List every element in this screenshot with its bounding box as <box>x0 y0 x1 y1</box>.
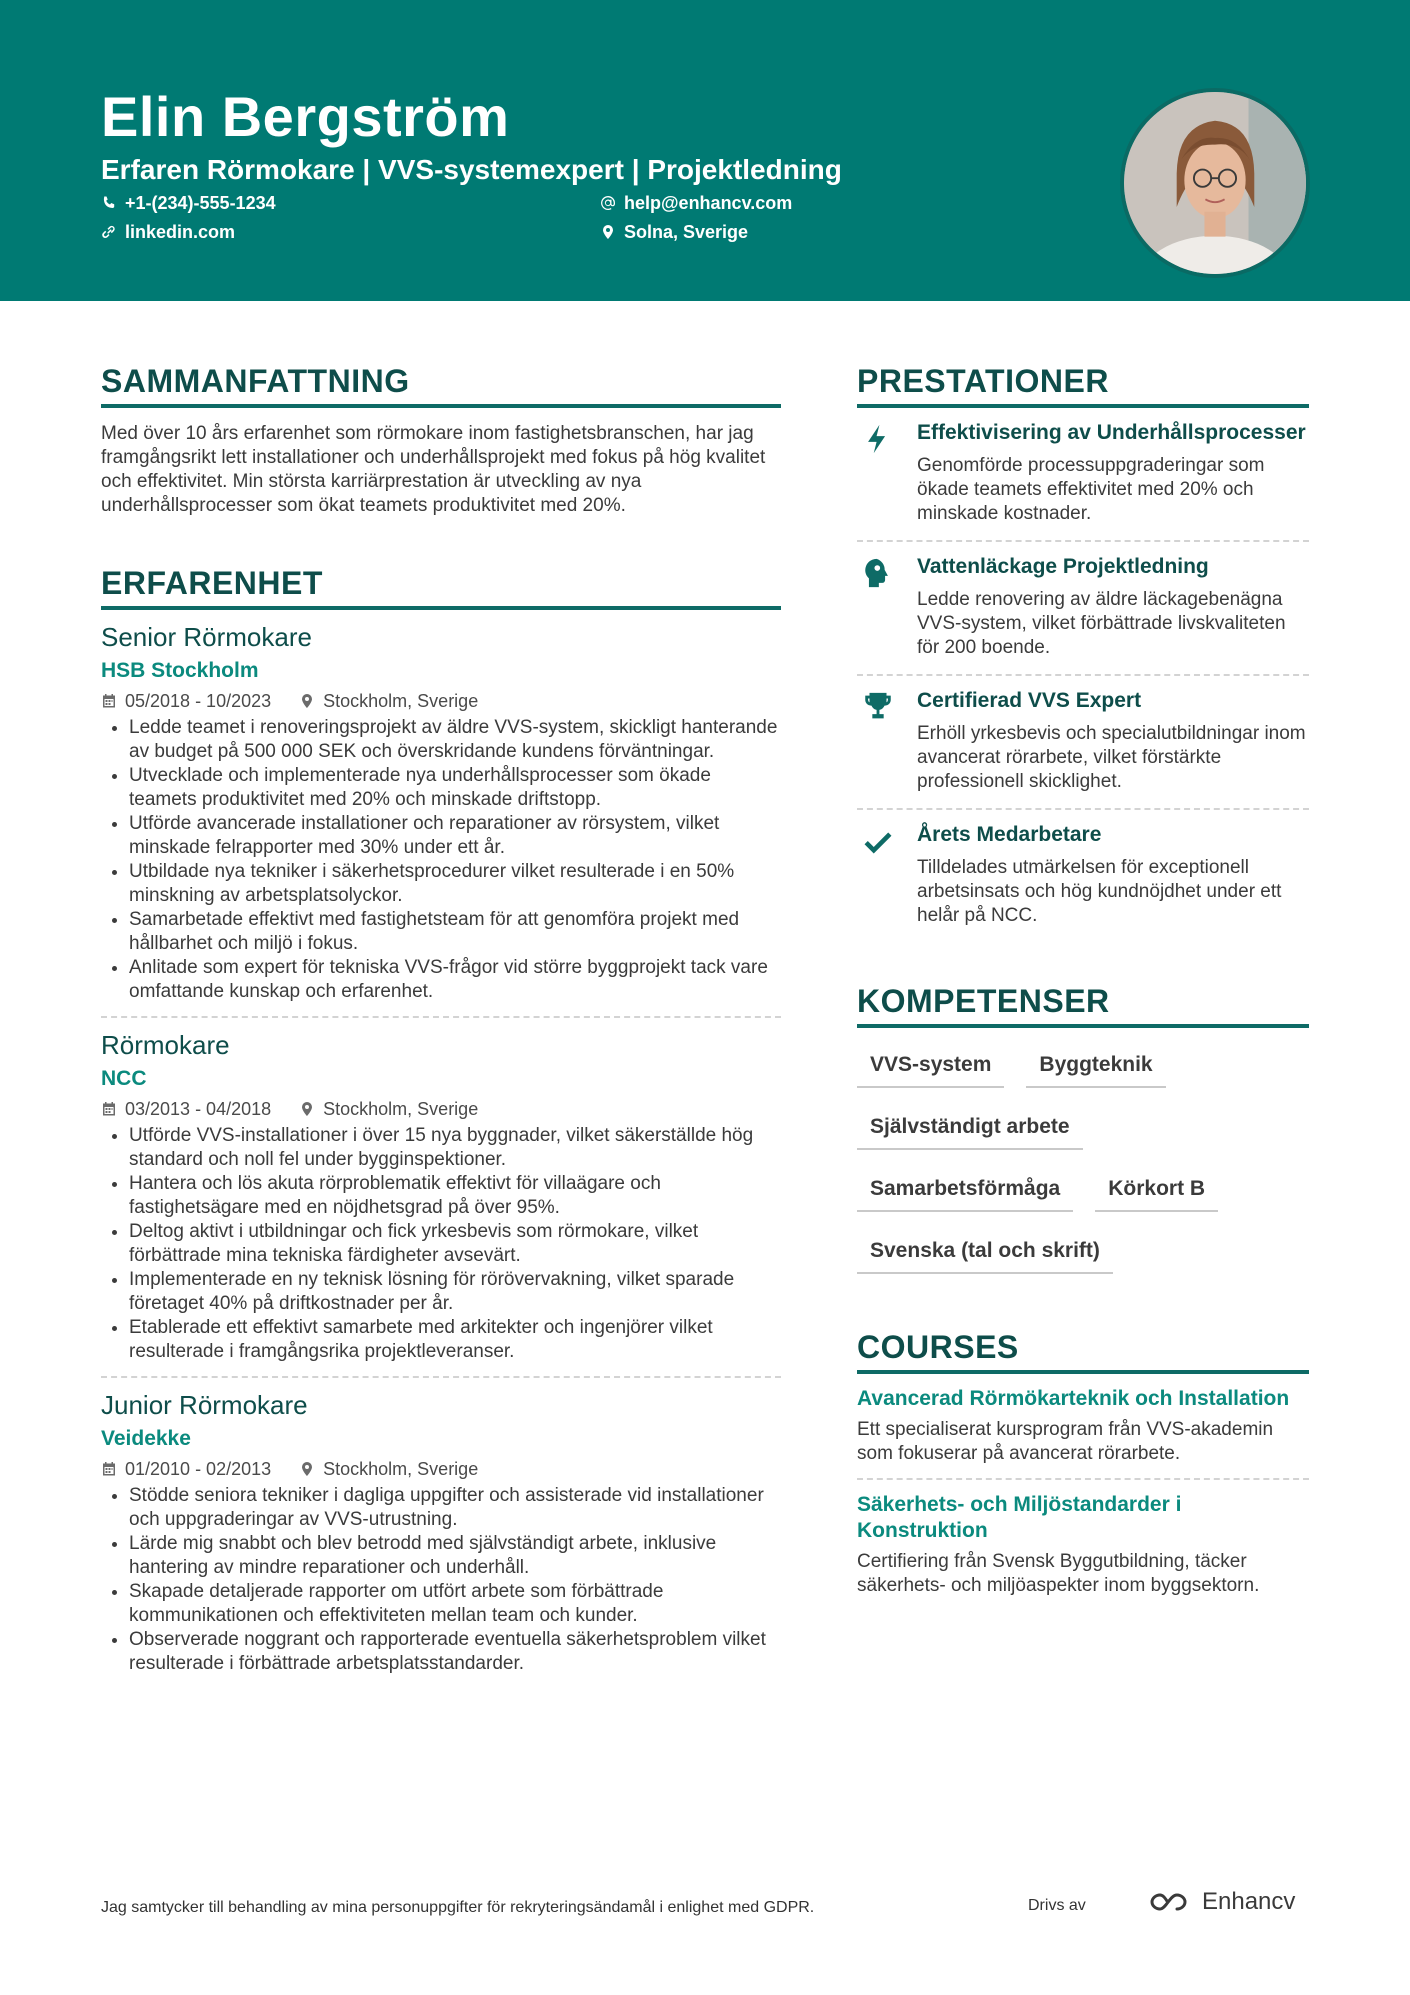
course-item <box>857 1478 1309 1610</box>
calendar-icon <box>101 1461 117 1477</box>
job-bullet: • Stödde seniora tekniker i dagliga uppgifter och assisterade vid installationer och uppgraderingar av VVS-utrustning. <box>129 1484 781 1532</box>
job-dates-text: 05/2018 - 10/2023 <box>125 691 272 711</box>
job-title: Senior Rörmokare <box>101 622 312 652</box>
job-entry <box>101 1016 781 1376</box>
achievement-icon-wrap <box>857 688 917 794</box>
skill-tag: Svenska (tal och skrift) <box>857 1232 1113 1274</box>
location-text: Solna, Sverige <box>624 222 749 242</box>
job-bullet: • Lärde mig snabbt och blev betrodd med självständigt arbete, inklusive hantering av mindre reparationer och underhåll. <box>129 1532 781 1580</box>
achievement-item <box>857 408 1309 540</box>
map-pin-icon <box>299 1101 315 1117</box>
courses-section <box>857 1326 1309 1610</box>
achievement-icon-wrap <box>857 420 917 526</box>
course-desc: Ett specialiserat kursprogram från VVS-akademin som fokuserar på avancerat rörarbete. <box>857 1419 1274 1464</box>
job-dates <box>101 1096 271 1122</box>
candidate-name: Elin Bergström <box>101 85 510 148</box>
gdpr-consent: Jag samtycker till behandling av mina personuppgifter för rekryteringsändamål i enlighet med GDPR. <box>101 1899 815 1916</box>
job-bullet: • Implementerade en ny teknisk lösning för rörövervakning, vilket sparade företaget 40% på driftkostnader per år. <box>129 1268 781 1316</box>
at-icon <box>600 195 616 211</box>
job-location <box>299 1096 478 1122</box>
job-location-text: Stockholm, Sverige <box>323 1459 479 1479</box>
experience-heading: ERFARENHET <box>101 562 781 610</box>
job-meta <box>101 1456 781 1482</box>
summary-text: Med över 10 års erfarenhet som rörmokare inom fastighetsbranschen, har jag framgångsrikt lett installationer och underhållsprojekt med fokus på hög kvalitet och effektivitet. Min största karriärprestation är utveckling av nya underhållsprocesser som ökat teamets produktivitet med 20%. <box>101 423 766 516</box>
map-pin-icon <box>299 1461 315 1477</box>
achievements-section <box>857 360 1309 942</box>
job-meta <box>101 1096 781 1122</box>
achievement-body <box>917 822 1309 928</box>
job-title: Junior Rörmokare <box>101 1390 308 1420</box>
skill-tag: Byggteknik <box>1026 1046 1165 1088</box>
achievement-title: Effektivisering av Underhållsprocesser <box>917 421 1306 444</box>
contact-linkedin[interactable] <box>101 220 235 244</box>
job-meta <box>101 688 781 714</box>
brand-logo[interactable] <box>1148 1888 1295 1916</box>
skills-section <box>857 980 1309 1274</box>
achievement-title: Certifierad VVS Expert <box>917 689 1142 712</box>
achievements-heading: PRESTATIONER <box>857 360 1309 408</box>
achievement-title: Årets Medarbetare <box>917 823 1102 846</box>
experience-section <box>101 562 781 1688</box>
left-column <box>101 360 781 1688</box>
bolt-icon <box>861 422 895 456</box>
calendar-icon <box>101 1101 117 1117</box>
job-dates-text: 03/2013 - 04/2018 <box>125 1099 272 1119</box>
link-icon <box>101 224 117 240</box>
brand-name: Enhancv <box>1202 1888 1296 1915</box>
job-location <box>299 1456 478 1482</box>
job-bullet: • Observerade noggrant och rapporterade eventuella säkerhetsproblem vilket resulterade i förbättrade arbetsplatsstandarder. <box>129 1628 781 1676</box>
course-title: Avancerad Rörmökarteknik och Installation <box>857 1387 1290 1410</box>
contact-email[interactable] <box>600 191 792 215</box>
summary-section <box>101 360 781 518</box>
job-location-text: Stockholm, Sverige <box>323 691 479 711</box>
job-bullet: • Utförde avancerade installationer och reparationer av rörsystem, vilket minskade felrapporter med 30% under ett år. <box>129 812 781 860</box>
phone-icon <box>101 195 117 211</box>
job-bullet: • Deltog aktivt i utbildningar och fick yrkesbevis som rörmokare, vilket förbättrade mina tekniska färdigheter avsevärt. <box>129 1220 781 1268</box>
contact-phone[interactable] <box>101 191 276 215</box>
job-bullets <box>101 716 781 1004</box>
header-banner <box>0 0 1410 301</box>
job-company: NCC <box>101 1067 147 1090</box>
map-pin-icon <box>299 693 315 709</box>
course-item <box>857 1374 1309 1478</box>
head-icon <box>861 556 895 590</box>
skills-heading: KOMPETENSER <box>857 980 1309 1028</box>
job-dates <box>101 688 271 714</box>
job-bullets <box>101 1484 781 1676</box>
linkedin-text: linkedin.com <box>125 222 236 242</box>
job-bullet: • Utförde VVS-installationer i över 15 nya byggnader, vilket säkerställde hög standard och noll fel under bygginspektioner. <box>129 1124 781 1172</box>
courses-heading: COURSES <box>857 1326 1309 1374</box>
achievement-item <box>857 540 1309 674</box>
achievement-icon-wrap <box>857 554 917 660</box>
job-entry <box>101 620 781 1016</box>
job-location-text: Stockholm, Sverige <box>323 1099 479 1119</box>
achievement-title: Vattenläckage Projektledning <box>917 555 1209 578</box>
trophy-icon <box>861 690 895 724</box>
check-icon <box>861 824 895 858</box>
skill-tag: Samarbetsförmåga <box>857 1170 1073 1212</box>
job-dates <box>101 1456 271 1482</box>
job-bullet: • Anlitade som expert för tekniska VVS-frågor vid större byggprojekt tack vare omfattande kunskap och erfarenhet. <box>129 956 781 1004</box>
email-text: help@enhancv.com <box>624 193 793 213</box>
calendar-icon <box>101 693 117 709</box>
profile-photo <box>1120 88 1310 278</box>
skill-tag: Självständigt arbete <box>857 1108 1083 1150</box>
job-bullet: • Hantera och lös akuta rörproblematik effektivt för villaägare och fastighetsägare med en nöjdhetsgrad på över 95%. <box>129 1172 781 1220</box>
portrait-image <box>1124 92 1306 274</box>
achievement-desc: Genomförde processuppgraderingar som ökade teamets effektivitet med 20% och minskade kostnader. <box>917 455 1265 524</box>
contact-location <box>600 220 748 244</box>
job-bullet: • Samarbetade effektivt med fastighetsteam för att genomföra projekt med hållbarhet och miljö i fokus. <box>129 908 781 956</box>
job-company: Veidekke <box>101 1427 191 1450</box>
job-bullet: • Etablerade ett effektivt samarbete med arkitekter och ingenjörer vilket resulterade i framgångsrika projektleveranser. <box>129 1316 781 1364</box>
job-entry <box>101 1376 781 1688</box>
achievement-body <box>917 688 1309 794</box>
achievement-icon-wrap <box>857 822 917 928</box>
summary-heading: SAMMANFATTNING <box>101 360 781 408</box>
job-bullet: • Ledde teamet i renoveringsprojekt av äldre VVS-system, skickligt hanterande av budget på 500 000 SEK och överskridande kundens förväntningar. <box>129 716 781 764</box>
job-company: HSB Stockholm <box>101 659 259 682</box>
skills-list <box>857 1046 1309 1274</box>
job-dates-text: 01/2010 - 02/2013 <box>125 1459 272 1479</box>
job-bullet: • Skapade detaljerade rapporter om utfört arbete som förbättrade kommunikationen och effektiviteten mellan team och kunder. <box>129 1580 781 1628</box>
achievement-desc: Erhöll yrkesbevis och specialutbildningar inom avancerat rörarbete, vilket förstärkte professionell skicklighet. <box>917 723 1306 792</box>
achievement-desc: Tilldelades utmärkelsen för exceptionell arbetsinsats och hög kundnöjdhet under ett helår på NCC. <box>917 857 1282 926</box>
infinity-logo-icon <box>1148 1889 1194 1915</box>
achievement-item <box>857 808 1309 942</box>
achievement-body <box>917 554 1309 660</box>
job-bullets <box>101 1124 781 1364</box>
candidate-title: Erfaren Rörmokare | VVS-systemexpert | Projektledning <box>101 154 842 185</box>
skill-tag: Körkort B <box>1095 1170 1218 1212</box>
achievement-item <box>857 674 1309 808</box>
skill-tag: VVS-system <box>857 1046 1004 1088</box>
course-title: Säkerhets- och Miljöstandarder i Konstruktion <box>857 1493 1182 1542</box>
job-bullet: • Utbildade nya tekniker i säkerhetsprocedurer vilket resulterade i en 50% minskning av arbetsplatsolyckor. <box>129 860 781 908</box>
achievement-desc: Ledde renovering av äldre läckagebenägna VVS-system, vilket förbättrade livskvaliteten för 200 boende. <box>917 589 1286 658</box>
map-pin-icon <box>600 224 616 240</box>
achievement-body <box>917 420 1309 526</box>
right-column <box>857 360 1309 1610</box>
job-location <box>299 688 478 714</box>
powered-by-label: Drivs av <box>1028 1897 1086 1914</box>
phone-text: +1-(234)-555-1234 <box>125 193 276 213</box>
job-bullet: • Utvecklade och implementerade nya underhållsprocesser som ökade teamets produktivitet med 20% och minskade driftstopp. <box>129 764 781 812</box>
job-title: Rörmokare <box>101 1030 230 1060</box>
course-desc: Certifiering från Svensk Byggutbildning, täcker säkerhets- och miljöaspekter inom byggsektorn. <box>857 1551 1260 1596</box>
